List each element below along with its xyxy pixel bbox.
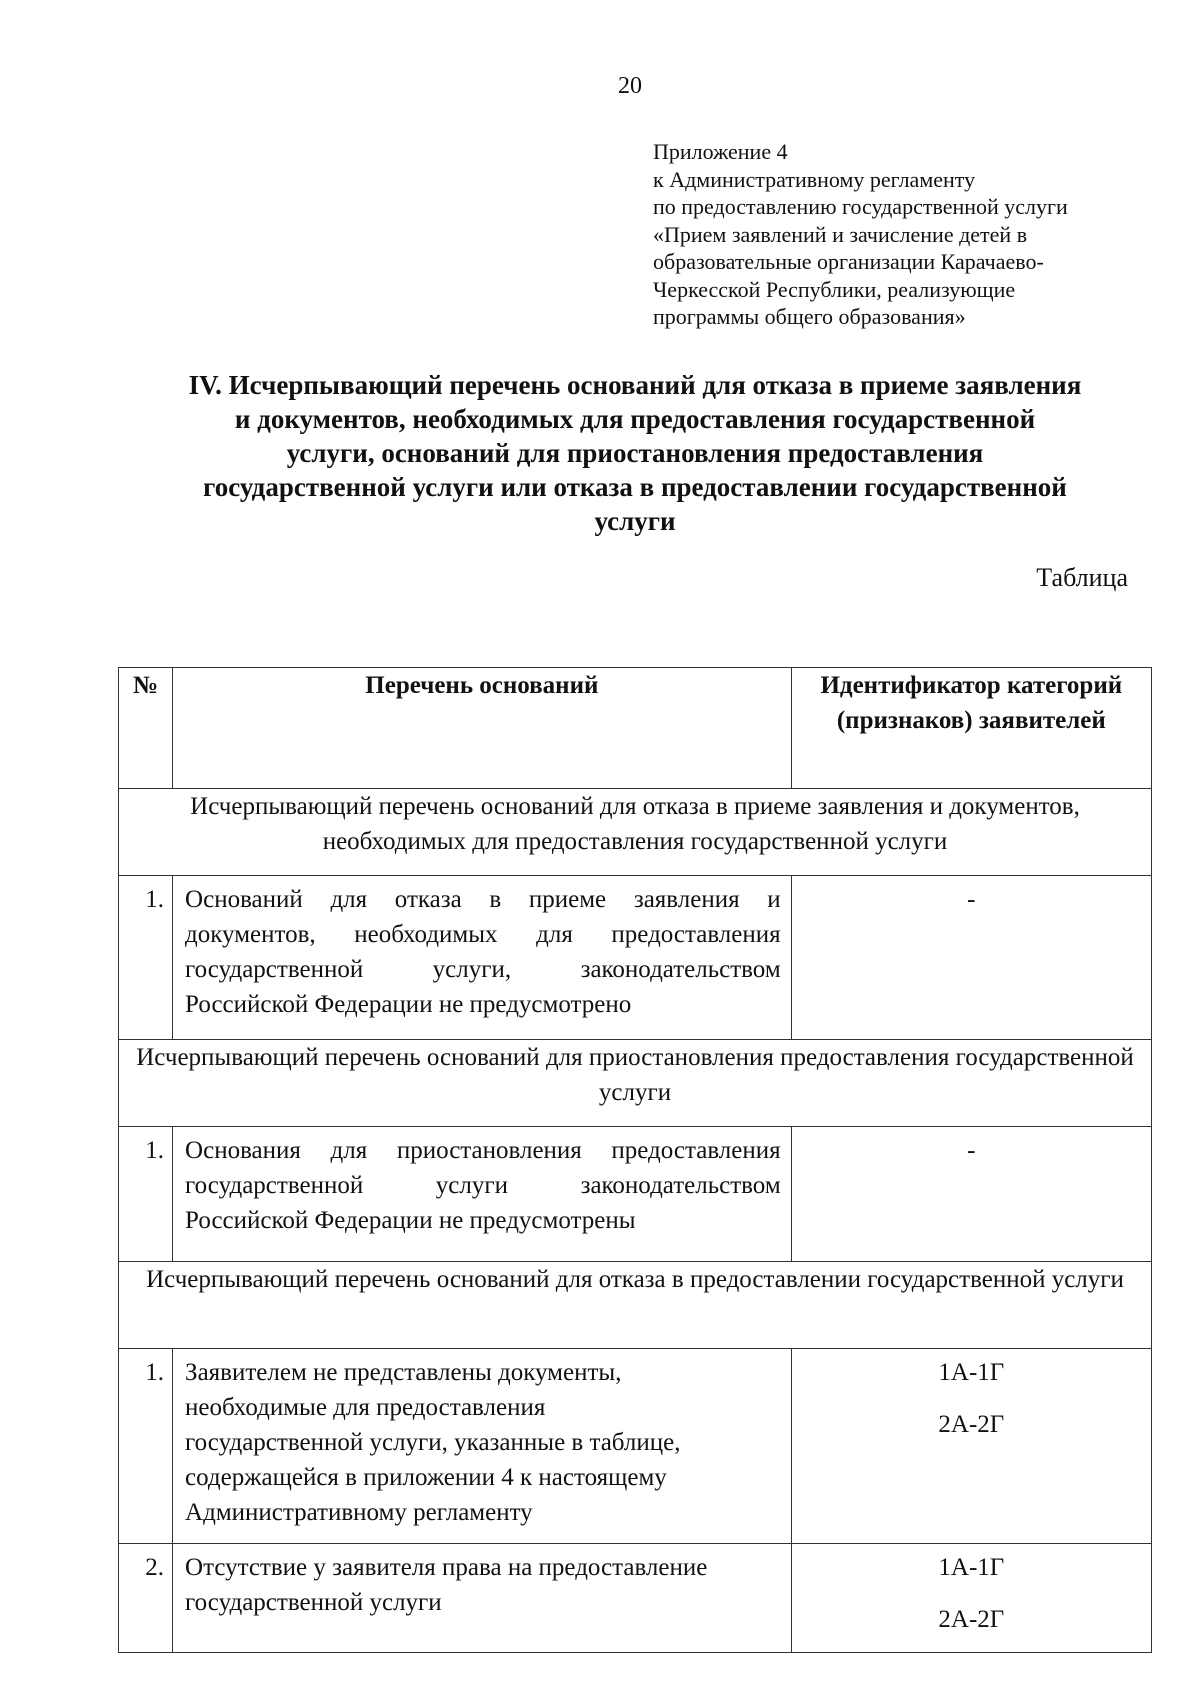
header-number: № [119,668,173,789]
row-number: 1. [119,1127,173,1262]
section-title-line: IV. Исчерпывающий перечень оснований для отказа в приеме заявления [188,370,1082,400]
appendix-line: образовательные организации Карачаево- [653,249,1044,274]
row-text-line: государственной услуги, законодательством [185,956,781,983]
section-title-line: государственной услуги или отказа в предоставлении государственной [203,472,1067,502]
header-grounds: Перечень оснований [173,668,792,789]
identifier-value: 1А-1Г [938,1554,1005,1581]
row-grounds-text [173,1127,792,1262]
row-text-line: документов, необходимых для предоставления [185,921,781,948]
table-caption: Таблица [1036,563,1128,592]
page-number: 20 [618,73,642,99]
row-identifier [791,876,1151,1040]
row-text-line: Российской Федерации не предусмотрены [185,1207,636,1234]
row-text-line: необходимые для предоставления [185,1394,546,1421]
row-identifier [791,1544,1151,1653]
section-title-line: услуги [594,506,676,536]
appendix-reference [653,138,1153,331]
section-heading: Исчерпывающий перечень оснований для отказа в приеме заявления и документов, необходимых для предоставления государственной услуги [119,789,1152,876]
appendix-line: программы общего образования» [653,304,966,329]
section-row-refusal-acceptance [119,789,1152,876]
row-text-line: Оснований для отказа в приеме заявления и [185,886,781,913]
section-heading: Исчерпывающий перечень оснований для отказа в предоставлении государственной услуги [119,1262,1152,1349]
identifier-value: - [967,886,976,913]
section-row-refusal-service [119,1262,1152,1349]
table-header-row [119,668,1152,789]
row-grounds-text [173,1349,792,1544]
row-identifier [791,1127,1151,1262]
row-number: 1. [119,876,173,1040]
appendix-line: «Прием заявлений и зачисление детей в [653,221,1028,247]
row-grounds-text [173,876,792,1040]
identifier-value: - [967,1137,976,1164]
row-identifier [791,1349,1151,1544]
row-text-line: Административному регламенту [185,1499,533,1526]
grounds-table [118,667,1152,1653]
section-title [150,368,1120,538]
table-row [119,1544,1152,1653]
row-text-line: содержащейся в приложении 4 к настоящему [185,1464,667,1491]
row-text-line: Отсутствие у заявителя права на предоставление [185,1554,708,1581]
appendix-line: к Административному регламенту [653,166,976,192]
row-text-line: государственной услуги, указанные в таблице, [185,1429,681,1456]
row-number: 2. [119,1544,173,1653]
section-title-line: услуги, оснований для приостановления предоставления [286,438,984,468]
table-row [119,876,1152,1040]
row-number: 1. [119,1349,173,1544]
appendix-line: Черкесской Республики, реализующие [653,276,1016,302]
section-row-suspension [119,1040,1152,1127]
section-title-line: и документов, необходимых для предоставления государственной [234,404,1036,434]
identifier-value: 2А-2Г [938,1411,1005,1438]
table-row [119,1349,1152,1544]
header-identifier: Идентификатор категорий (признаков) заявителей [791,668,1151,789]
row-text-line: Основания для приостановления предоставления [185,1137,781,1164]
appendix-line: по предоставлению государственной услуги [653,194,1068,219]
row-text-line: Заявителем не представлены документы, [185,1359,622,1386]
appendix-line: Приложение 4 [653,139,788,164]
row-text-line: государственной услуги [185,1589,442,1616]
row-text-line: Российской Федерации не предусмотрено [185,991,632,1018]
row-grounds-text [173,1544,792,1653]
row-text-line: государственной услуги законодательством [185,1172,781,1199]
section-heading: Исчерпывающий перечень оснований для приостановления предоставления государственной услуги [119,1040,1152,1127]
identifier-value: 1А-1Г [938,1359,1005,1386]
table-row [119,1127,1152,1262]
identifier-value: 2А-2Г [938,1606,1005,1633]
